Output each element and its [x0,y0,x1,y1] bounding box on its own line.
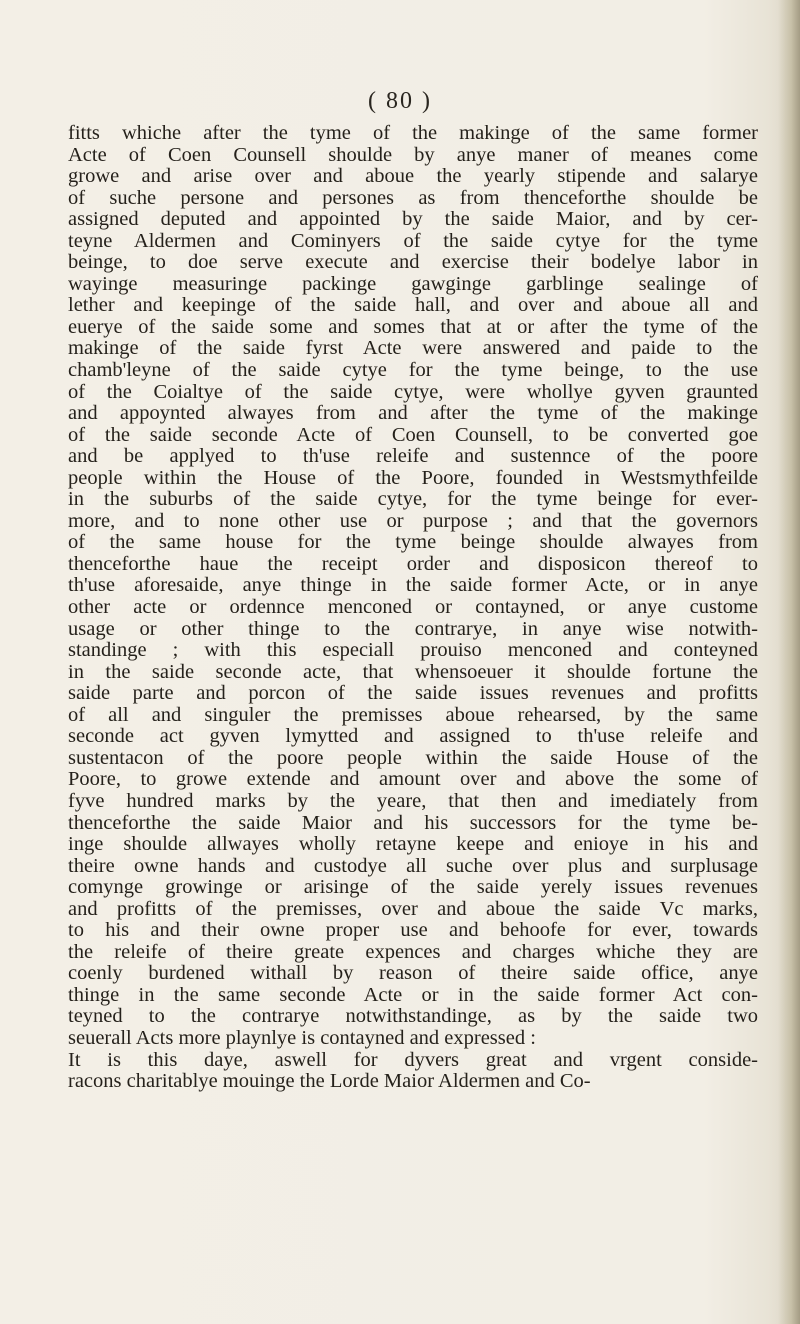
text-line: more, and to none other use or purpose ; and that the governors [68,509,758,532]
text-line: and appoynted alwayes from and after the tyme of the makinge [68,402,758,425]
text-line: other acte or ordennce menconed or contayned, or anye custome [68,596,758,619]
text-line: in the saide seconde acte, that whensoeuer it shoulde fortune the [68,660,758,683]
text-line: wayinge measuringe packinge gawginge garblinge sealinge of [68,272,758,295]
text-line: coenly burdened withall by reason of theire saide office, anye [68,962,758,985]
text-line: teyne Aldermen and Cominyers of the saide cytye for the tyme [68,229,758,252]
text-line: thenceforthe haue the receipt order and disposicon thereof to [68,552,758,575]
text-line: euerye of the saide some and somes that at or after the tyme of the [68,315,758,338]
text-line: racons charitablye mouinge the Lorde Maior Aldermen and Co- [68,1070,591,1093]
text-line: inge shoulde allwayes wholly retayne keepe and enioye in his and [68,833,758,856]
text-line: standinge ; with this especiall prouiso menconed and conteyned [68,639,758,662]
text-line: growe and arise over and aboue the yearly stipende and salarye [68,165,758,188]
text-line: It is this daye, aswell for dyvers great and vrgent conside- [68,1048,758,1071]
text-line: seconde act gyven lymytted and assigned to th'use releife and [68,725,758,748]
page-edge-shadow [778,0,800,1324]
text-line: comynge growinge or arisinge of the saide yerely issues revenues [68,876,758,899]
text-line: of the saide seconde Acte of Coen Counsell, to be converted goe [68,423,758,446]
text-line: thenceforthe the saide Maior and his successors for the tyme be- [68,811,758,834]
text-line: Poore, to growe extende and amount over and above the some of [68,768,758,791]
text-line: lether and keepinge of the saide hall, and over and aboue all and [68,294,758,317]
text-line: assigned deputed and appointed by the saide Maior, and by cer- [68,208,758,231]
text-line: people within the House of the Poore, founded in Westsmythfeilde [68,466,758,489]
text-line: teyned to the contrarye notwithstandinge, as by the saide two [68,1005,758,1028]
text-line: of the same house for the tyme beinge shoulde alwayes from [68,531,758,554]
text-line: fyve hundred marks by the yeare, that then and imediately from [68,789,758,812]
text-line: in the suburbs of the saide cytye, for the tyme beinge for ever- [68,488,758,511]
text-line: usage or other thinge to the contrarye, in anye wise notwith- [68,617,758,640]
text-line: beinge, to doe serve execute and exercise their bodelye labor in [68,251,758,274]
text-line: seuerall Acts more playnlye is contayned and expressed : [68,1026,536,1049]
text-line: sustentacon of the poore people within the saide House of the [68,746,758,769]
page-number: ( 80 ) [368,88,432,114]
text-line: fitts whiche after the tyme of the makinge of the same former [68,122,758,144]
text-line: and profitts of the premisses, over and aboue the saide Vc marks, [68,897,758,920]
text-line: th'use aforesaide, anye thinge in the saide former Acte, or in anye [68,574,758,597]
body-text [68,123,758,1093]
text-line: chamb'leyne of the saide cytye for the tyme beinge, to the use [68,359,758,382]
text-line: Acte of Coen Counsell shoulde by anye maner of meanes come [68,143,758,166]
text-line: thinge in the same seconde Acte or in the saide former Act con- [68,983,758,1006]
text-line: and be applyed to th'use releife and sustennce of the poore [68,445,758,468]
text-line: of all and singuler the premisses aboue rehearsed, by the same [68,703,758,726]
text-line: of the Coialtye of the saide cytye, were whollye gyven graunted [68,380,758,403]
text-line: to his and their owne proper use and behoofe for ever, towards [68,919,758,942]
text-line: theire owne hands and custodye all suche over plus and surplusage [68,854,758,877]
text-line: the releife of theire greate expences and charges whiche they are [68,940,758,963]
text-line: of suche persone and persones as from thenceforthe shoulde be [68,186,758,209]
text-line: makinge of the saide fyrst Acte were answered and paide to the [68,337,758,360]
text-line: saide parte and porcon of the saide issues revenues and profitts [68,682,758,705]
